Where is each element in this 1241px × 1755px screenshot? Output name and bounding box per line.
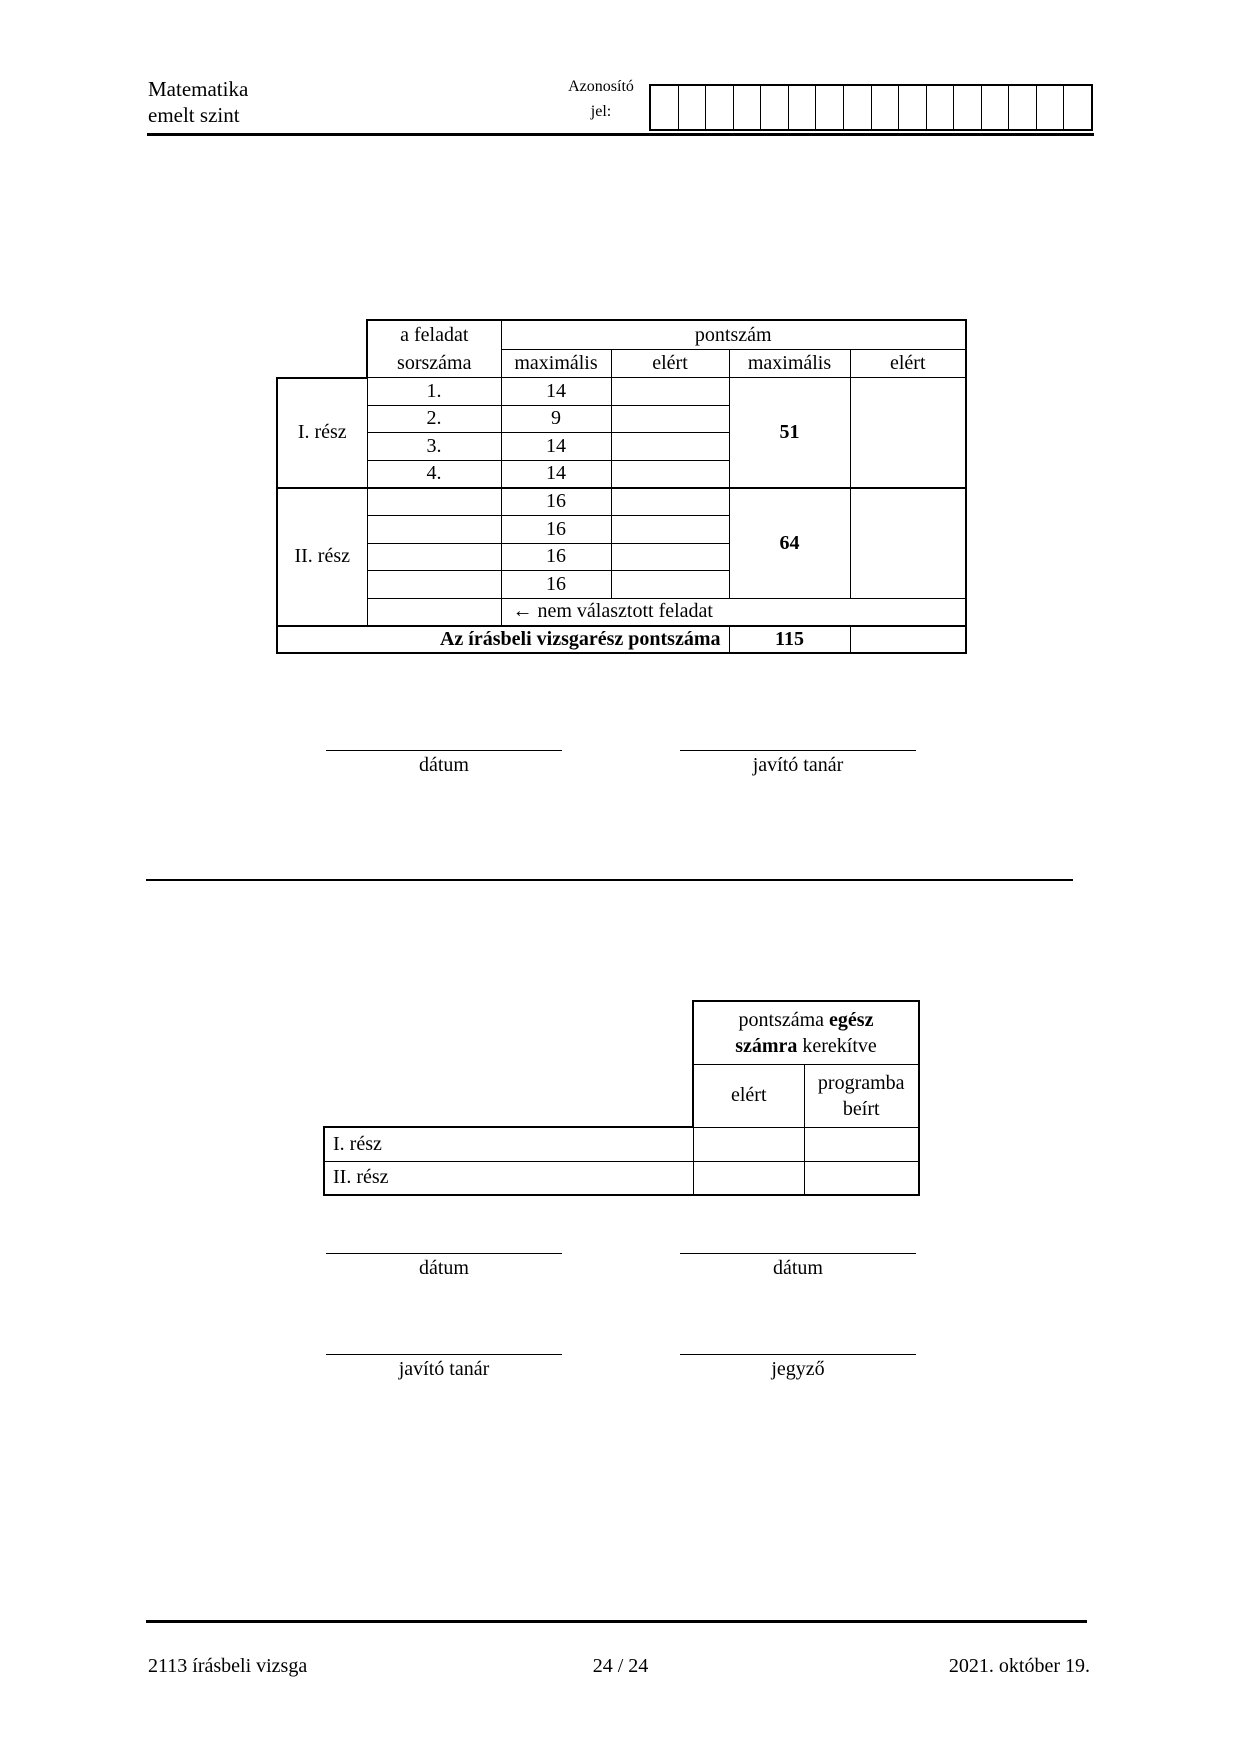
id-box-cell	[815, 86, 843, 129]
subheader-max-total: maximális	[729, 350, 850, 378]
rounded-achieved-cell	[693, 1161, 804, 1195]
id-box-cell	[705, 86, 733, 129]
task-number-column-header	[367, 320, 501, 378]
signature-line	[680, 1253, 916, 1254]
rounded-header-normal: kerekítve	[802, 1034, 877, 1057]
written-exam-total-label: Az írásbeli vizsgarész pontszáma	[277, 626, 729, 654]
col-header-achieved: elért	[693, 1064, 804, 1127]
id-box-cell	[981, 86, 1009, 129]
task-max-cell: 16	[501, 543, 611, 571]
rounded-row-label: I. rész	[324, 1127, 693, 1161]
identifier-label	[546, 74, 656, 124]
rounded-header-line2	[694, 1033, 918, 1059]
task-achieved-cell	[611, 378, 729, 406]
id-box-cell	[953, 86, 981, 129]
task-number-cell	[367, 543, 501, 571]
signature-label: javító tanár	[752, 754, 844, 776]
id-boxes	[649, 84, 1093, 131]
signature-label: javító tanár	[398, 1358, 490, 1380]
identifier-label-line1: Azonosító	[568, 78, 634, 95]
signature-field-notary	[680, 1354, 916, 1381]
task-achieved-cell	[611, 433, 729, 461]
signature-label: dátum	[773, 1257, 823, 1279]
signature-line	[680, 750, 916, 751]
task-achieved-cell	[611, 460, 729, 488]
task-number-cell: 1.	[367, 378, 501, 406]
part1-label: I. rész	[277, 378, 367, 488]
written-exam-total-achieved-cell	[850, 626, 966, 654]
subheader-achieved-total: elért	[850, 350, 966, 378]
rounded-header-normal: pontszáma	[738, 1008, 825, 1031]
section-separator-line	[146, 879, 1073, 881]
score-table	[276, 319, 967, 654]
task-max-cell: 16	[501, 515, 611, 543]
points-header: pontszám	[501, 320, 966, 350]
id-box-cell	[1063, 86, 1091, 129]
task-number-cell: 3.	[367, 433, 501, 461]
rounded-row-label: II. rész	[324, 1161, 693, 1195]
task-number-cell	[367, 515, 501, 543]
written-exam-total-max: 115	[729, 626, 850, 654]
task-max-cell: 9	[501, 405, 611, 433]
task-max-cell: 14	[501, 378, 611, 406]
footer-exam-code: 2113 írásbeli vizsga	[148, 1655, 308, 1677]
rounded-score-table	[323, 1000, 920, 1196]
task-number-cell	[367, 571, 501, 599]
program-header-line1: programba	[817, 1071, 905, 1094]
not-chosen-note: ← nem választott feladat	[501, 598, 966, 626]
part1-total-achieved-cell	[850, 378, 966, 488]
header-rule	[147, 133, 1094, 136]
signature-line	[326, 1354, 562, 1355]
task-max-cell: 14	[501, 460, 611, 488]
id-box-cell	[898, 86, 926, 129]
rounded-header-bold: egész	[829, 1008, 874, 1031]
id-box-cell	[926, 86, 954, 129]
empty-task-number-cell	[367, 598, 501, 626]
rounded-achieved-cell	[693, 1127, 804, 1161]
signature-line	[326, 1253, 562, 1254]
task-achieved-cell	[611, 405, 729, 433]
title-line-level: emelt szint	[148, 103, 240, 127]
task-achieved-cell	[611, 543, 729, 571]
signature-field-date-1	[326, 750, 562, 777]
signature-label: jegyző	[771, 1358, 825, 1380]
footer-rule	[146, 1620, 1087, 1623]
title-line-subject: Matematika	[148, 77, 249, 101]
id-box-cell	[678, 86, 706, 129]
footer-page-indicator: 24 / 24	[592, 1655, 649, 1677]
task-number-cell: 4.	[367, 460, 501, 488]
program-header-line2: beírt	[842, 1097, 880, 1120]
signature-line	[680, 1354, 916, 1355]
task-number-cell: 2.	[367, 405, 501, 433]
task-header-line2: sorszáma	[397, 352, 472, 374]
id-box-cell	[733, 86, 761, 129]
signature-field-corrector-2	[326, 1354, 562, 1381]
signature-field-corrector-1	[680, 750, 916, 777]
rounded-header-bold: számra	[735, 1034, 798, 1057]
task-max-cell: 14	[501, 433, 611, 461]
id-box-cell	[1008, 86, 1036, 129]
id-box-cell	[843, 86, 871, 129]
task-achieved-cell	[611, 515, 729, 543]
id-box-cell	[760, 86, 788, 129]
rounded-program-cell	[804, 1127, 919, 1161]
signature-label: dátum	[419, 1257, 469, 1279]
id-box-cell	[651, 86, 678, 129]
part1-total-max: 51	[729, 378, 850, 488]
id-box-cell	[1036, 86, 1064, 129]
subheader-max: maximális	[501, 350, 611, 378]
part2-total-achieved-cell	[850, 488, 966, 598]
identifier-label-line2: jel:	[590, 103, 612, 120]
part2-total-max: 64	[729, 488, 850, 598]
task-max-cell: 16	[501, 571, 611, 599]
part2-label: II. rész	[277, 488, 367, 626]
signature-line	[326, 750, 562, 751]
id-box-cell	[871, 86, 899, 129]
rounded-points-header	[693, 1001, 919, 1064]
rounded-header-line1	[694, 1007, 918, 1033]
task-achieved-cell	[611, 488, 729, 516]
page-title	[148, 76, 248, 128]
task-header-line1: a feladat	[400, 324, 469, 346]
signature-field-date-2	[326, 1253, 562, 1280]
id-box-cell	[788, 86, 816, 129]
footer-date: 2021. október 19.	[948, 1655, 1090, 1677]
signature-label: dátum	[419, 754, 469, 776]
task-max-cell: 16	[501, 488, 611, 516]
task-number-cell	[367, 488, 501, 516]
subheader-achieved: elért	[611, 350, 729, 378]
score-table-corner-blank	[277, 320, 367, 378]
signature-field-date-3	[680, 1253, 916, 1280]
rounded-program-cell	[804, 1161, 919, 1195]
task-achieved-cell	[611, 571, 729, 599]
col-header-program-entered	[804, 1064, 919, 1127]
rounded-table-corner-blank	[324, 1001, 693, 1127]
